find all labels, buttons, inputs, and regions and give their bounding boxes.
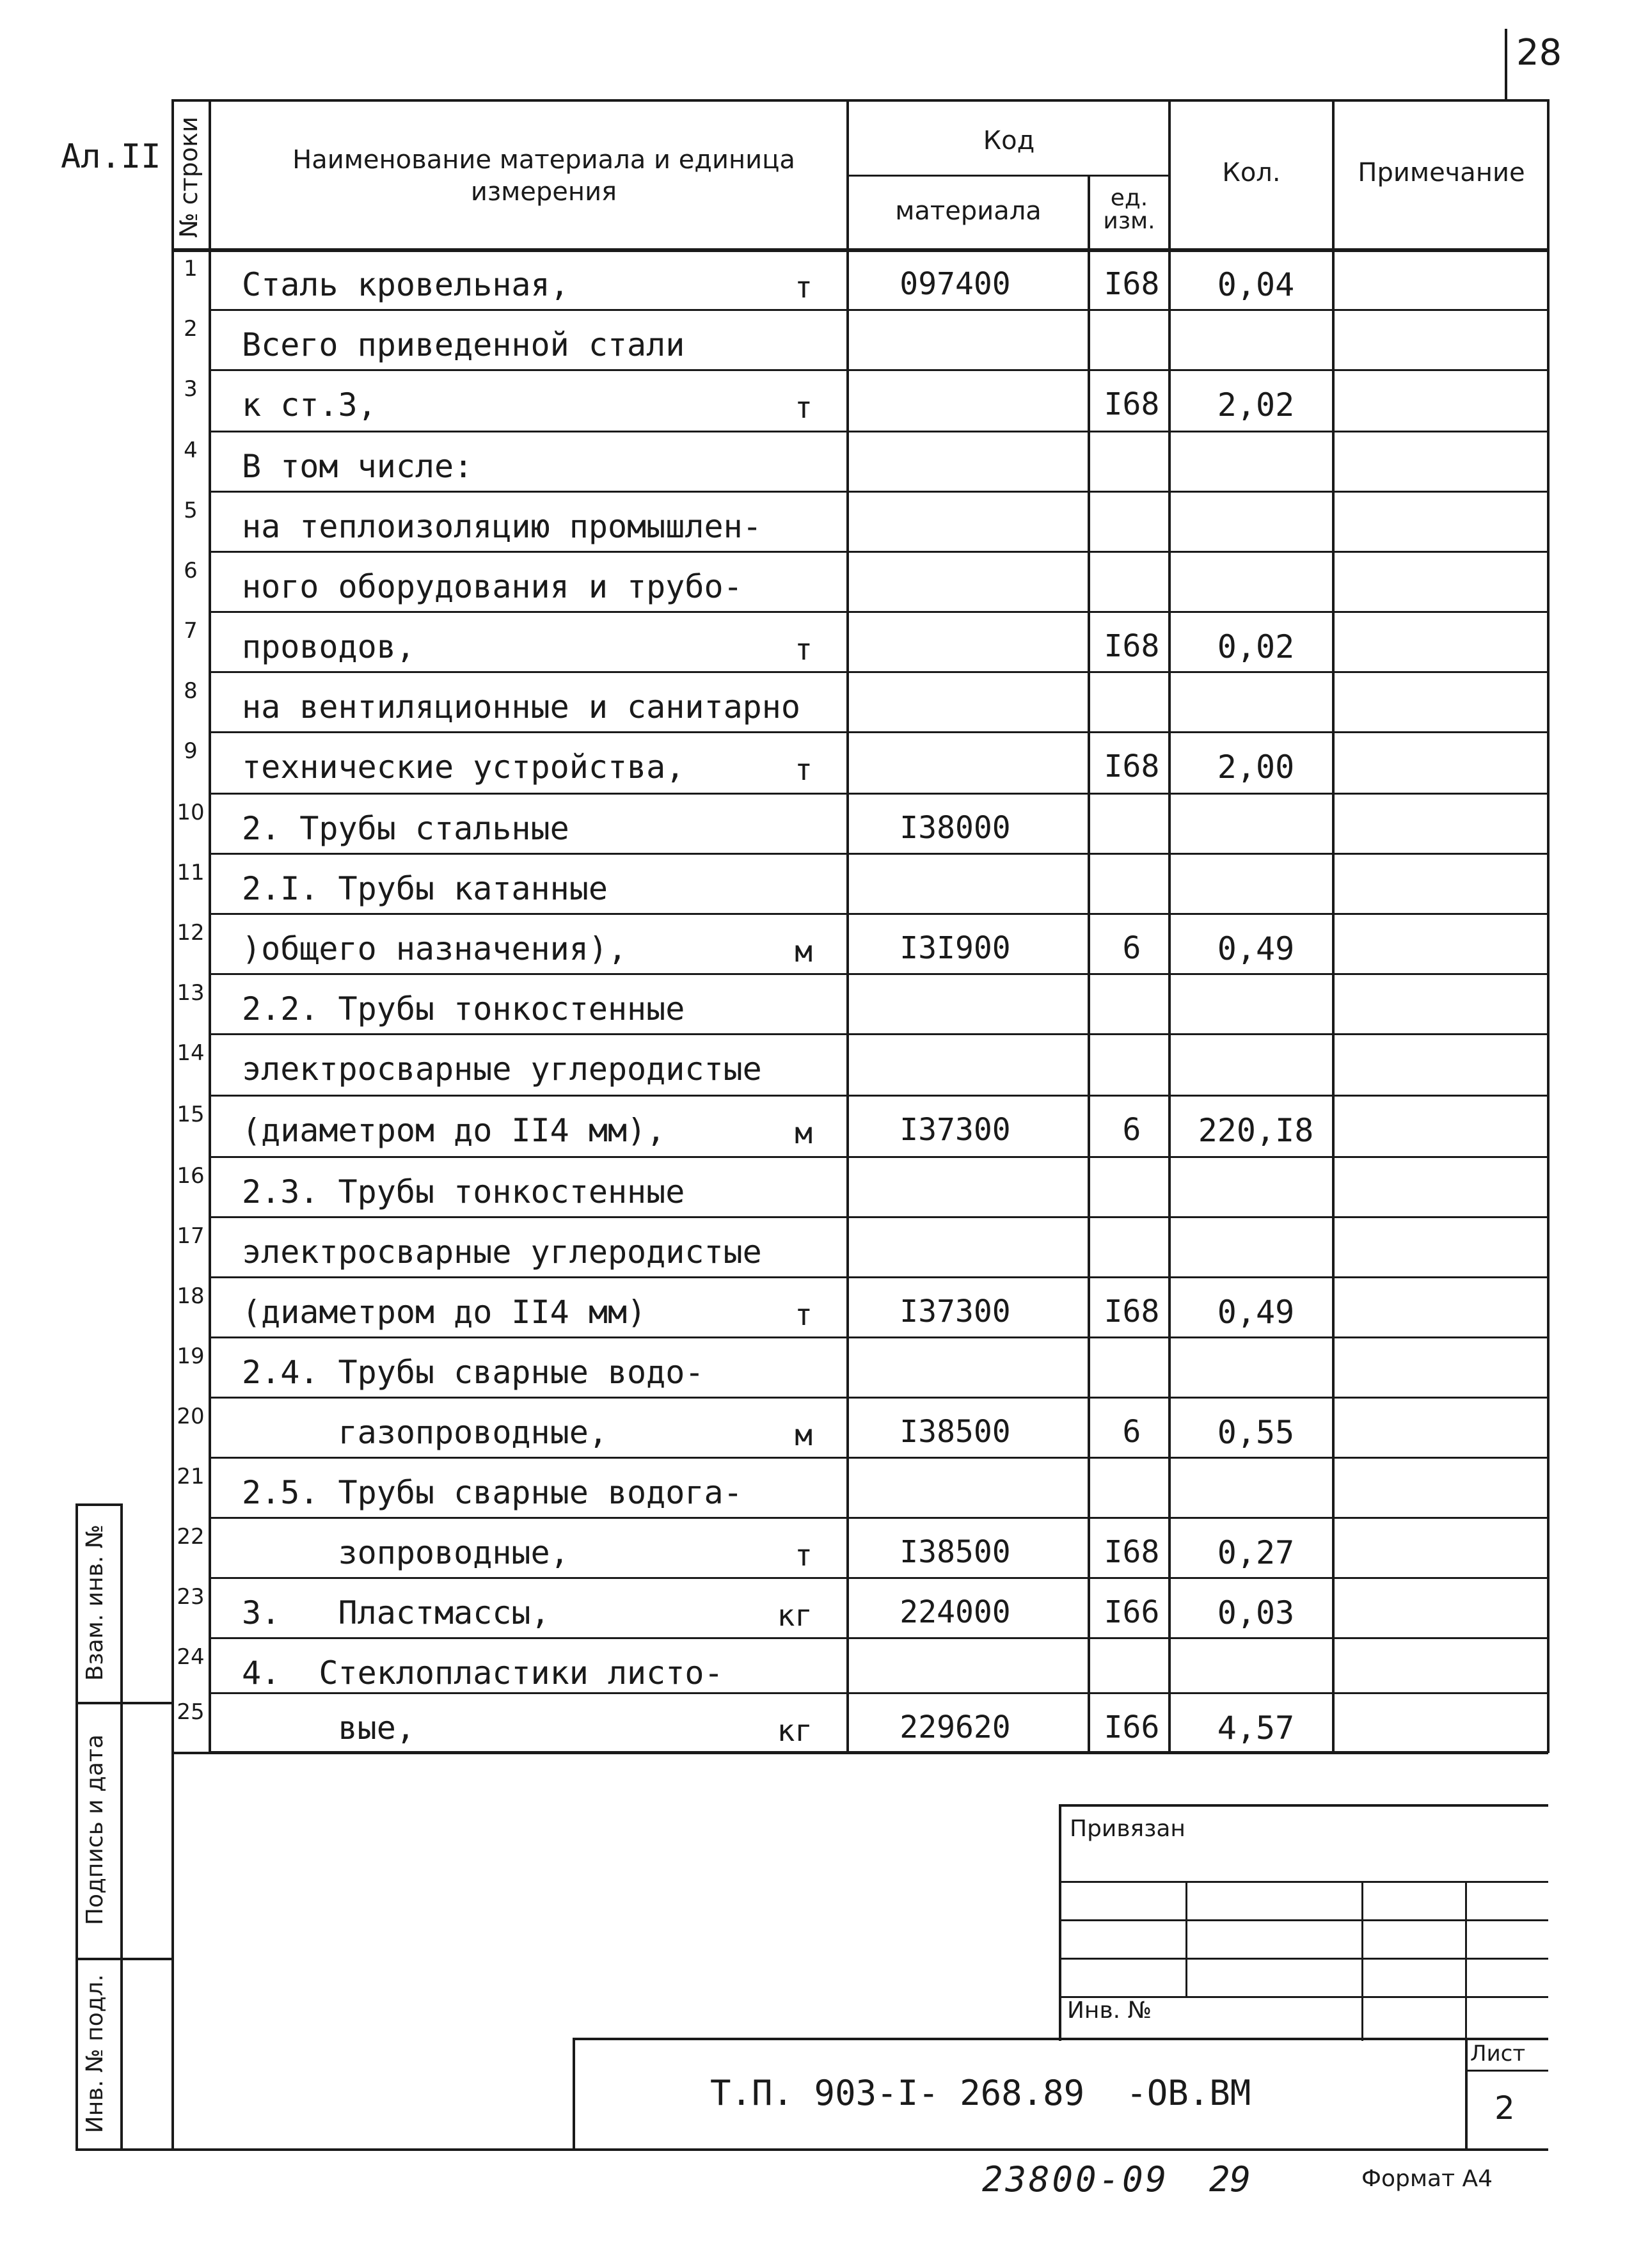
row-material-name: )общего назначения), [242,930,628,967]
sheet-number-top: 28 [1516,32,1562,74]
row-number: 14 [177,1040,205,1066]
row-number: 10 [177,800,205,825]
table-row [171,1519,1548,1579]
table-row [171,1338,1548,1399]
row-quantity: 0,04 [1217,266,1295,303]
row-material-name: 2.4. Трубы сварные водо- [242,1354,704,1391]
row-unit: т [795,1297,812,1332]
row-material-name: к ст.3, [242,386,377,424]
album-label: Ал.II [61,138,161,176]
table-row [171,371,1548,432]
row-quantity: 0,49 [1217,1294,1295,1331]
table-row [171,1639,1548,1694]
table-row [171,855,1548,915]
row-number: 2 [184,316,198,342]
row-number: 25 [177,1699,205,1725]
table-row [171,1399,1548,1459]
row-number: 19 [177,1344,205,1369]
row-material-name: электросварные углеродистые [242,1051,762,1088]
row-material-code: I38500 [900,1414,1011,1450]
row-material-name: (диаметром до II4 мм) [242,1294,647,1331]
row-quantity: 2,02 [1217,386,1295,424]
stamp-designation: Т.П. 903-I- 268.89 -ОВ.ВМ [710,2073,1251,2113]
table-row [171,1459,1548,1519]
header-row-number: № строки [175,116,203,238]
row-material-code: I37300 [900,1294,1011,1329]
stamp-inv-no: Инв. № [1067,1997,1152,2024]
row-number: 20 [177,1404,205,1429]
row-material-name: зопроводные, [242,1534,569,1571]
row-material-name: В том числе: [242,448,473,485]
table-row [171,432,1548,493]
row-material-name: проводов, [242,628,415,665]
table-row [171,1218,1548,1278]
header-code-unit: ед. изм. [1103,185,1155,234]
row-number: 9 [184,738,198,764]
row-material-code: I38000 [900,810,1011,846]
row-quantity: 0,55 [1217,1414,1295,1451]
row-divider [209,1751,1548,1753]
row-number: 5 [184,498,198,523]
row-unit: т [795,752,812,787]
table-row [171,1097,1548,1158]
row-number: 22 [177,1524,205,1550]
row-number: 3 [184,376,198,402]
row-unit-code: 6 [1122,1112,1141,1148]
row-material-code: 229620 [900,1709,1011,1745]
row-unit-code: I68 [1104,1534,1160,1570]
row-quantity: 220,I8 [1198,1112,1314,1149]
row-material-name: ного оборудования и трубо- [242,568,743,605]
row-number: 16 [177,1163,205,1189]
row-quantity: 2,00 [1217,749,1295,786]
table-row [171,1694,1548,1753]
row-unit-code: I68 [1104,1294,1160,1329]
table-row [171,1278,1548,1338]
table-row [171,673,1548,733]
row-material-name: Всего приведенной стали [242,326,685,363]
row-quantity: 0,02 [1217,628,1295,665]
row-quantity: 4,57 [1217,1709,1295,1747]
row-material-code: I38500 [900,1534,1011,1570]
table-row [171,795,1548,855]
row-number: 11 [177,860,205,885]
row-material-code: I37300 [900,1112,1011,1148]
table-row [171,975,1548,1035]
header-code-material: материала [895,196,1042,226]
table-row [171,733,1548,795]
row-unit: т [795,270,812,305]
row-material-name: вые, [242,1709,415,1747]
row-material-name: Сталь кровельная, [242,266,569,303]
row-material-name: газопроводные, [242,1414,608,1451]
row-unit-code: I66 [1104,1594,1160,1630]
stamp-privyazan: Привязан [1070,1816,1185,1842]
table-row [171,553,1548,613]
table-row [171,915,1548,975]
row-number: 17 [177,1223,205,1249]
row-material-name: технические устройства, [242,749,685,786]
row-unit: т [795,632,812,667]
row-number: 15 [177,1102,205,1127]
row-number: 6 [184,558,198,583]
table-row [171,1035,1548,1097]
table-row [171,1579,1548,1639]
footer-format: Формат А4 [1361,2166,1493,2192]
row-unit-code: I68 [1104,266,1160,302]
row-material-name: 2.I. Трубы катанные [242,870,608,907]
row-material-name: 4. Стеклопластики листо- [242,1654,724,1692]
sheet-number-divider [1505,29,1507,99]
row-material-name: 3. Пластмассы, [242,1594,550,1631]
side-label-inv-podl: Инв. № подл. [82,1974,108,2134]
header-qty: Кол. [1222,158,1281,187]
row-unit: т [795,1538,812,1573]
row-quantity: 0,49 [1217,930,1295,967]
row-number: 4 [184,438,198,463]
row-unit: кг [777,1713,812,1748]
row-number: 13 [177,980,205,1006]
stamp-sheet-value: 2 [1494,2090,1515,2127]
row-unit-code: I68 [1104,386,1160,422]
header-code-group: Код [983,126,1035,155]
row-quantity: 0,03 [1217,1594,1295,1631]
row-unit-code: I66 [1104,1709,1160,1745]
row-number: 8 [184,678,198,704]
table-row [171,251,1548,311]
row-material-name: на вентиляционные и санитарно [242,688,800,726]
row-material-name: на теплоизоляцию промышлен- [242,508,762,545]
row-unit-code: 6 [1122,1414,1141,1450]
row-number: 21 [177,1464,205,1489]
table-row [171,311,1548,371]
row-unit: кг [777,1598,812,1633]
footer-doc-number: 23800-09 [982,2159,1169,2200]
side-label-podpis: Подпись и дата [82,1734,108,1926]
row-number: 1 [184,256,198,282]
row-material-name: электросварные углеродистые [242,1233,762,1271]
side-label-vzam: Взам. инв. № [82,1524,108,1681]
row-unit: м [795,934,812,969]
row-material-name: 2.3. Трубы тонкостенные [242,1173,685,1210]
row-unit-code: I68 [1104,628,1160,664]
row-material-code: 224000 [900,1594,1011,1630]
row-unit: м [795,1418,812,1452]
row-quantity: 0,27 [1217,1534,1295,1571]
table-row [171,1158,1548,1218]
header-note: Примечание [1358,158,1525,187]
row-material-name: 2. Трубы стальные [242,810,569,847]
row-number: 23 [177,1584,205,1610]
row-unit: т [795,390,812,425]
row-number: 7 [184,618,198,644]
table-row [171,613,1548,673]
row-unit: м [795,1116,812,1150]
row-material-code: I3I900 [900,930,1011,966]
row-material-name: 2.2. Трубы тонкостенные [242,990,685,1027]
row-number: 12 [177,920,205,946]
footer-page-num: 29 [1209,2159,1251,2200]
table-row [171,493,1548,553]
row-number: 24 [177,1644,205,1670]
row-material-code: 097400 [900,266,1011,302]
row-number: 18 [177,1283,205,1309]
header-name: Наименование материала и единица измерения [292,145,795,207]
row-material-name: (диаметром до II4 мм), [242,1112,666,1149]
row-material-name: 2.5. Трубы сварные водога- [242,1474,743,1511]
row-unit-code: 6 [1122,930,1141,966]
stamp-sheet-label: Лист [1470,2041,1526,2066]
row-unit-code: I68 [1104,749,1160,784]
